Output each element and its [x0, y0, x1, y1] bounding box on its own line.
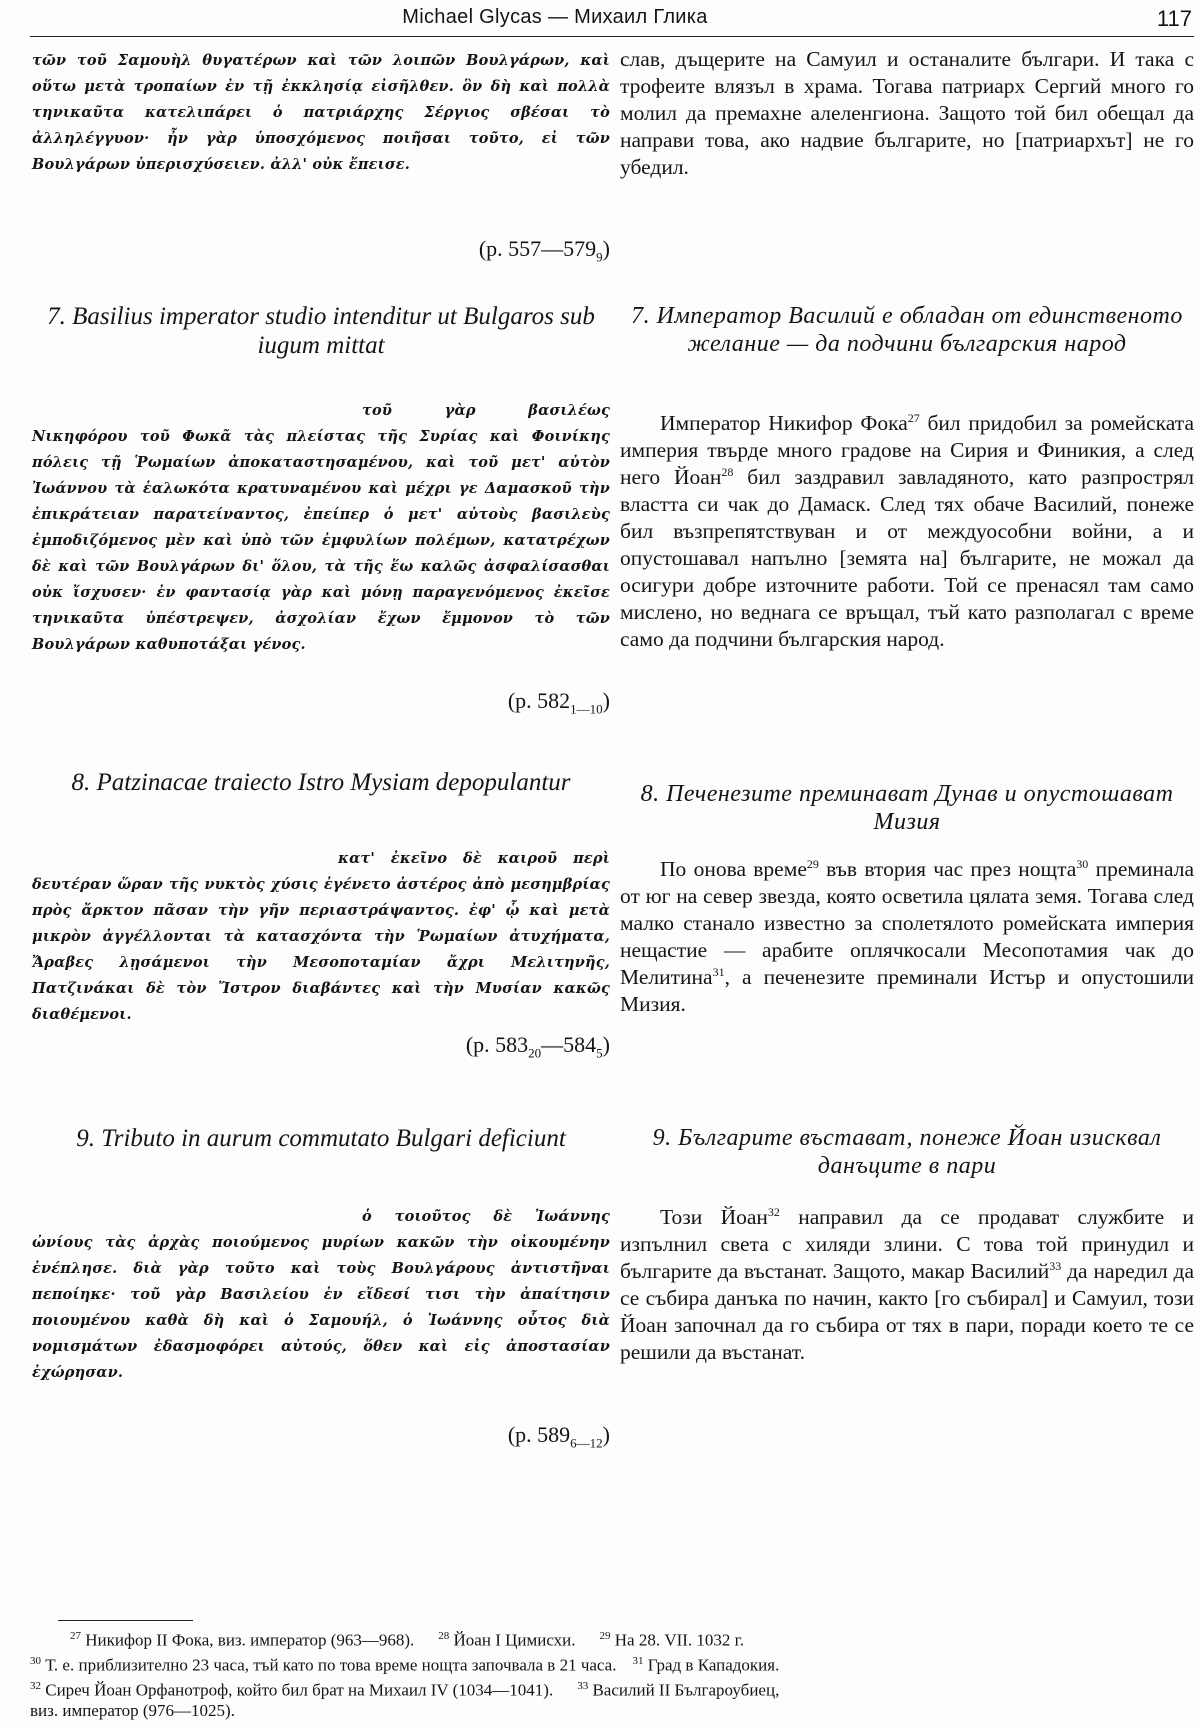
bg-text-7: Император Никифор Фока$^{27}$ бил придобил за ромейската империя твърде много градове на Сирия и Финикия, а след него Йоан$^{28}$ бил заздравил завладяното, като разпрострял властта си чак до Дамаск. След тях обаче Василий, понеже бил възпрепятствуван и от междуособни войни, а и опустошавал напълно [земята на] българите, не можал да осигури добре източните работи. Той се пренасял там само мислено, но веднага се връщал, тъй като разполагал с време само да подчини българския народ.	[620, 410, 1194, 651]
footnote-line-4	[30, 1701, 1195, 1722]
latin-title-9	[32, 1124, 610, 1153]
footnote-28: Йоан I Цимисхи.	[449, 1630, 576, 1650]
greek-ref-3: (p. $583_{20}—584_5$)	[465, 1032, 610, 1061]
footnote-31: Град в Кападокия.	[643, 1655, 780, 1675]
footnote-32: Сиреч Йоан Орфанотроф, който бил брат на Михаил IV (1034—1041).	[41, 1680, 554, 1700]
bg-block-8	[620, 856, 1194, 1018]
ref-text: (p. 583	[465, 1032, 529, 1057]
bg-block-1	[620, 46, 1194, 181]
greek-text-2: τοῦ γὰρ βασιλέως Νικηφόρου τοῦ Φωκᾶ τὰς πλείστας τῆς Συρίας καὶ Φοινίκης πόλεις τῇ Ῥωμαίων ἀποκαταστησαμένου, καὶ τοῦ μετ' αὐτὸν Ἰωάννου τὰ ἑαλωκότα κρατυναμένου καὶ μέχρι γε Δαμασκοῦ τὴν ἐπικράτειαν παρατείναντος, ἐπείπερ ὁ μετ' αὐτοὺς βασιλεὺς ἐμποδιζόμενος μὲν καὶ ὑπὸ τῶν ἐμφυλίων πολέμων, κατατρέχων δὲ καὶ τῶν Βουλγάρων δι' ὅλου, τὰ τῆς ἕω καλῶς ἀσφαλίσασθαι οὐκ ἴσχυσεν· ἐν φαντασίᾳ γὰρ καὶ μόνῃ παραγενόμενος ἐκεῖσε τηνικαῦτα ὑπέστρεψεν, ἀσχολίαν ἔχων ἔμμονον τὸ τῶν Βουλγάρων καθυποτάξαι γένος.	[32, 402, 610, 653]
greek-text-1: τῶν τοῦ Σαμουὴλ θυγατέρων καὶ τῶν λοιπῶν Βουλγάρων, καὶ οὕτω μετὰ τροπαίων ἐν τῇ ἐκκλησίᾳ εἰσῆλθεν. ὃν δὴ καὶ πολλὰ τηνικαῦτα κατελιπάρει ὁ πατριάρχης Σέργιος σβέσαι τὸ ἀλληλέγγυον· ἦν γὰρ ὑποσχόμενος ποιῆσαι τοῦτο, εἰ τῶν Βουλγάρων ὑπερισχύσειεν. ἀλλ' οὐκ ἔπεισε.	[32, 52, 610, 173]
footnote-ref-29: 29	[806, 856, 819, 871]
ref-sub: 9	[596, 249, 603, 265]
ref-text: (p. 582	[507, 688, 571, 713]
greek-block-2	[32, 398, 610, 658]
section-title-la-9: 9. Tributo in aurum commutato Bulgari deficiunt	[76, 1125, 566, 1152]
page-header	[0, 6, 1200, 36]
section-title-bg-8: 8. Печенезите преминават Дунав и опустошават Мизия	[640, 781, 1174, 835]
greek-block-3	[32, 846, 610, 1028]
footnote-33: Василий II Българоубиец,	[588, 1680, 780, 1700]
footnote-ref-27: 27	[907, 410, 920, 425]
footnote-line-2: $^{30}$ Т. е. приблизително 23 часа, тъй като по това време нощта започвала в 21 часа. $^{31}$ Град в Кападокия.	[30, 1655, 780, 1675]
footnote-27: Никифор II Фока, виз. император (963—968).	[81, 1630, 415, 1650]
footnote-ref-33: 33	[1049, 1258, 1062, 1273]
bg-block-7	[620, 410, 1194, 653]
footnote-ref-30: 30	[1076, 856, 1089, 871]
ref-text-mid: —584	[541, 1032, 597, 1057]
footnote-30: Т. е. приблизително 23 часа, тъй като по това време нощта започвала в 21 часа.	[41, 1655, 617, 1675]
latin-title-7	[32, 302, 610, 360]
greek-text-4: ὁ τοιοῦτος δὲ Ἰωάννης ὠνίους τὰς ἀρχὰς ποιούμενος μυρίων κακῶν τὴν οἰκουμένην ἐνέπλησε. διὰ γὰρ τοῦτο καὶ τοὺς Βουλγάρους ἀντιστῆναι πεποίηκε· τοῦ γὰρ Βασιλείου ἐν εἴδεσί τισι τὴν ἀπαίτησιν ποιουμένου καθὰ δὴ καὶ ὁ Σαμουήλ, ὁ Ἰωάννης οὗτος διὰ νομισμάτων ἐδασμοφόρει αὐτούς, ὅθεν καὶ εἰς ἀποστασίαν ἐχώρησαν.	[32, 1208, 610, 1381]
footnote-line-1: $^{27}$ Никифор II Фока, виз. император (963—968). $^{28}$ Йоан I Цимисхи. $^{29}$ На 28. VII. 1032 г.	[70, 1630, 744, 1650]
section-title-la-8: 8. Patzinacae traiecto Istro Mysiam depopulantur	[71, 769, 571, 796]
ref-text: (p. 589	[507, 1422, 571, 1447]
bg-text-9: Този Йоан$^{32}$ направил да се продават службите и изпълнил света с хиляди злини. С това той принудил и българите да въстанат. Защото, макар Василий$^{33}$ да наредил да се събира данъка по начин, както [го събирал] и Самуил, този Йоан започнал да го събира от тях в пари, поради което те се решили да въстанат.	[620, 1204, 1194, 1364]
running-title: Michael Glycas — Михаил Глика	[402, 6, 708, 28]
bg-block-9	[620, 1204, 1194, 1366]
footnote-29: На 28. VII. 1032 г.	[610, 1630, 744, 1650]
greek-ref-2: (p. $582_{1—10}$)	[507, 688, 610, 717]
greek-block-4	[32, 1204, 610, 1386]
header-rule	[30, 36, 1194, 37]
bg-title-8	[620, 780, 1194, 836]
footnote-ref-32: 32	[767, 1204, 780, 1219]
footnote-line-3: $^{32}$ Сиреч Йоан Орфанотроф, който бил брат на Михаил IV (1034—1041). $^{33}$ Василий II Българоубиец,	[30, 1680, 780, 1700]
section-title-bg-7: 7. Император Василий е обладан от единственото желание — да подчини българския народ	[631, 303, 1183, 357]
footnotes	[30, 1626, 1195, 1722]
ref-text: (p. 557—579	[478, 236, 597, 261]
ref-sub-2: 5	[596, 1045, 603, 1061]
ref-sub: 20	[528, 1045, 542, 1061]
bg-text-8: По онова време$^{29}$ във втория час през нощта$^{30}$ преминала от юг на север звезда, която осветила цялата земя. Тогава след малко станало известно за сполетялото ромейската империя нещастие — арабите оплячкосали Месопотамия чак до Мелитина$^{31}$, а печенезите преминали Истър и опустошили Мизия.	[620, 856, 1195, 1016]
ref-sub: 6—12	[570, 1435, 603, 1451]
bg-title-9	[620, 1124, 1194, 1180]
page-number: 117	[1156, 6, 1192, 31]
footnote-ref-28: 28	[721, 464, 734, 479]
section-title-la-7: 7. Basilius imperator studio intenditur ut Bulgaros sub iugum mittat	[47, 303, 595, 359]
section-title-bg-9: 9. Българите въстават, понеже Йоан изисквал данъците в пари	[652, 1125, 1162, 1179]
footnote-ref-31: 31	[712, 964, 725, 979]
ref-sub: 1—10	[570, 701, 603, 717]
greek-block-1	[32, 48, 610, 178]
bg-text-1: слав, дъщерите на Самуил и останалите българи. И така с трофеите влязъл в храма. Тогава патриарх Сергий много го молил да премахне алеленгиона. Защото той бил обещал да направи това, ако надвие българите, но [патриархът] не го убедил.	[620, 47, 1194, 179]
bg-title-7	[620, 302, 1194, 358]
footnote-rule	[58, 1620, 193, 1621]
greek-ref-1: (p. $557—579_9$)	[478, 236, 610, 265]
latin-title-8	[32, 768, 610, 797]
greek-text-3: κατ' ἐκεῖνο δὲ καιροῦ περὶ δευτέραν ὥραν τῆς νυκτὸς χύσις ἐγένετο ἀστέρος ἀπὸ μεσημβρίας πρὸς ἄρκτον πᾶσαν τὴν γῆν περιαστράψαντος. ἐφ' ᾧ καὶ μετὰ μικρὸν ἀγγέλλονται τὰ κατασχόντα τὴν Ῥωμαίων ἀτυχήματα, Ἄραβες λῃσάμενοι τὴν Μεσοποταμίαν ἄχρι Μελιτηνῆς, Πατζινάκαι δὲ τὸν Ἴστρον διαβάντες καὶ τὴν Μυσίαν κακῶς διαθέμενοι.	[32, 850, 610, 1023]
footnote-33-cont: виз. император (976—1025).	[30, 1701, 235, 1721]
greek-ref-4: (p. $589_{6—12}$)	[507, 1422, 610, 1451]
